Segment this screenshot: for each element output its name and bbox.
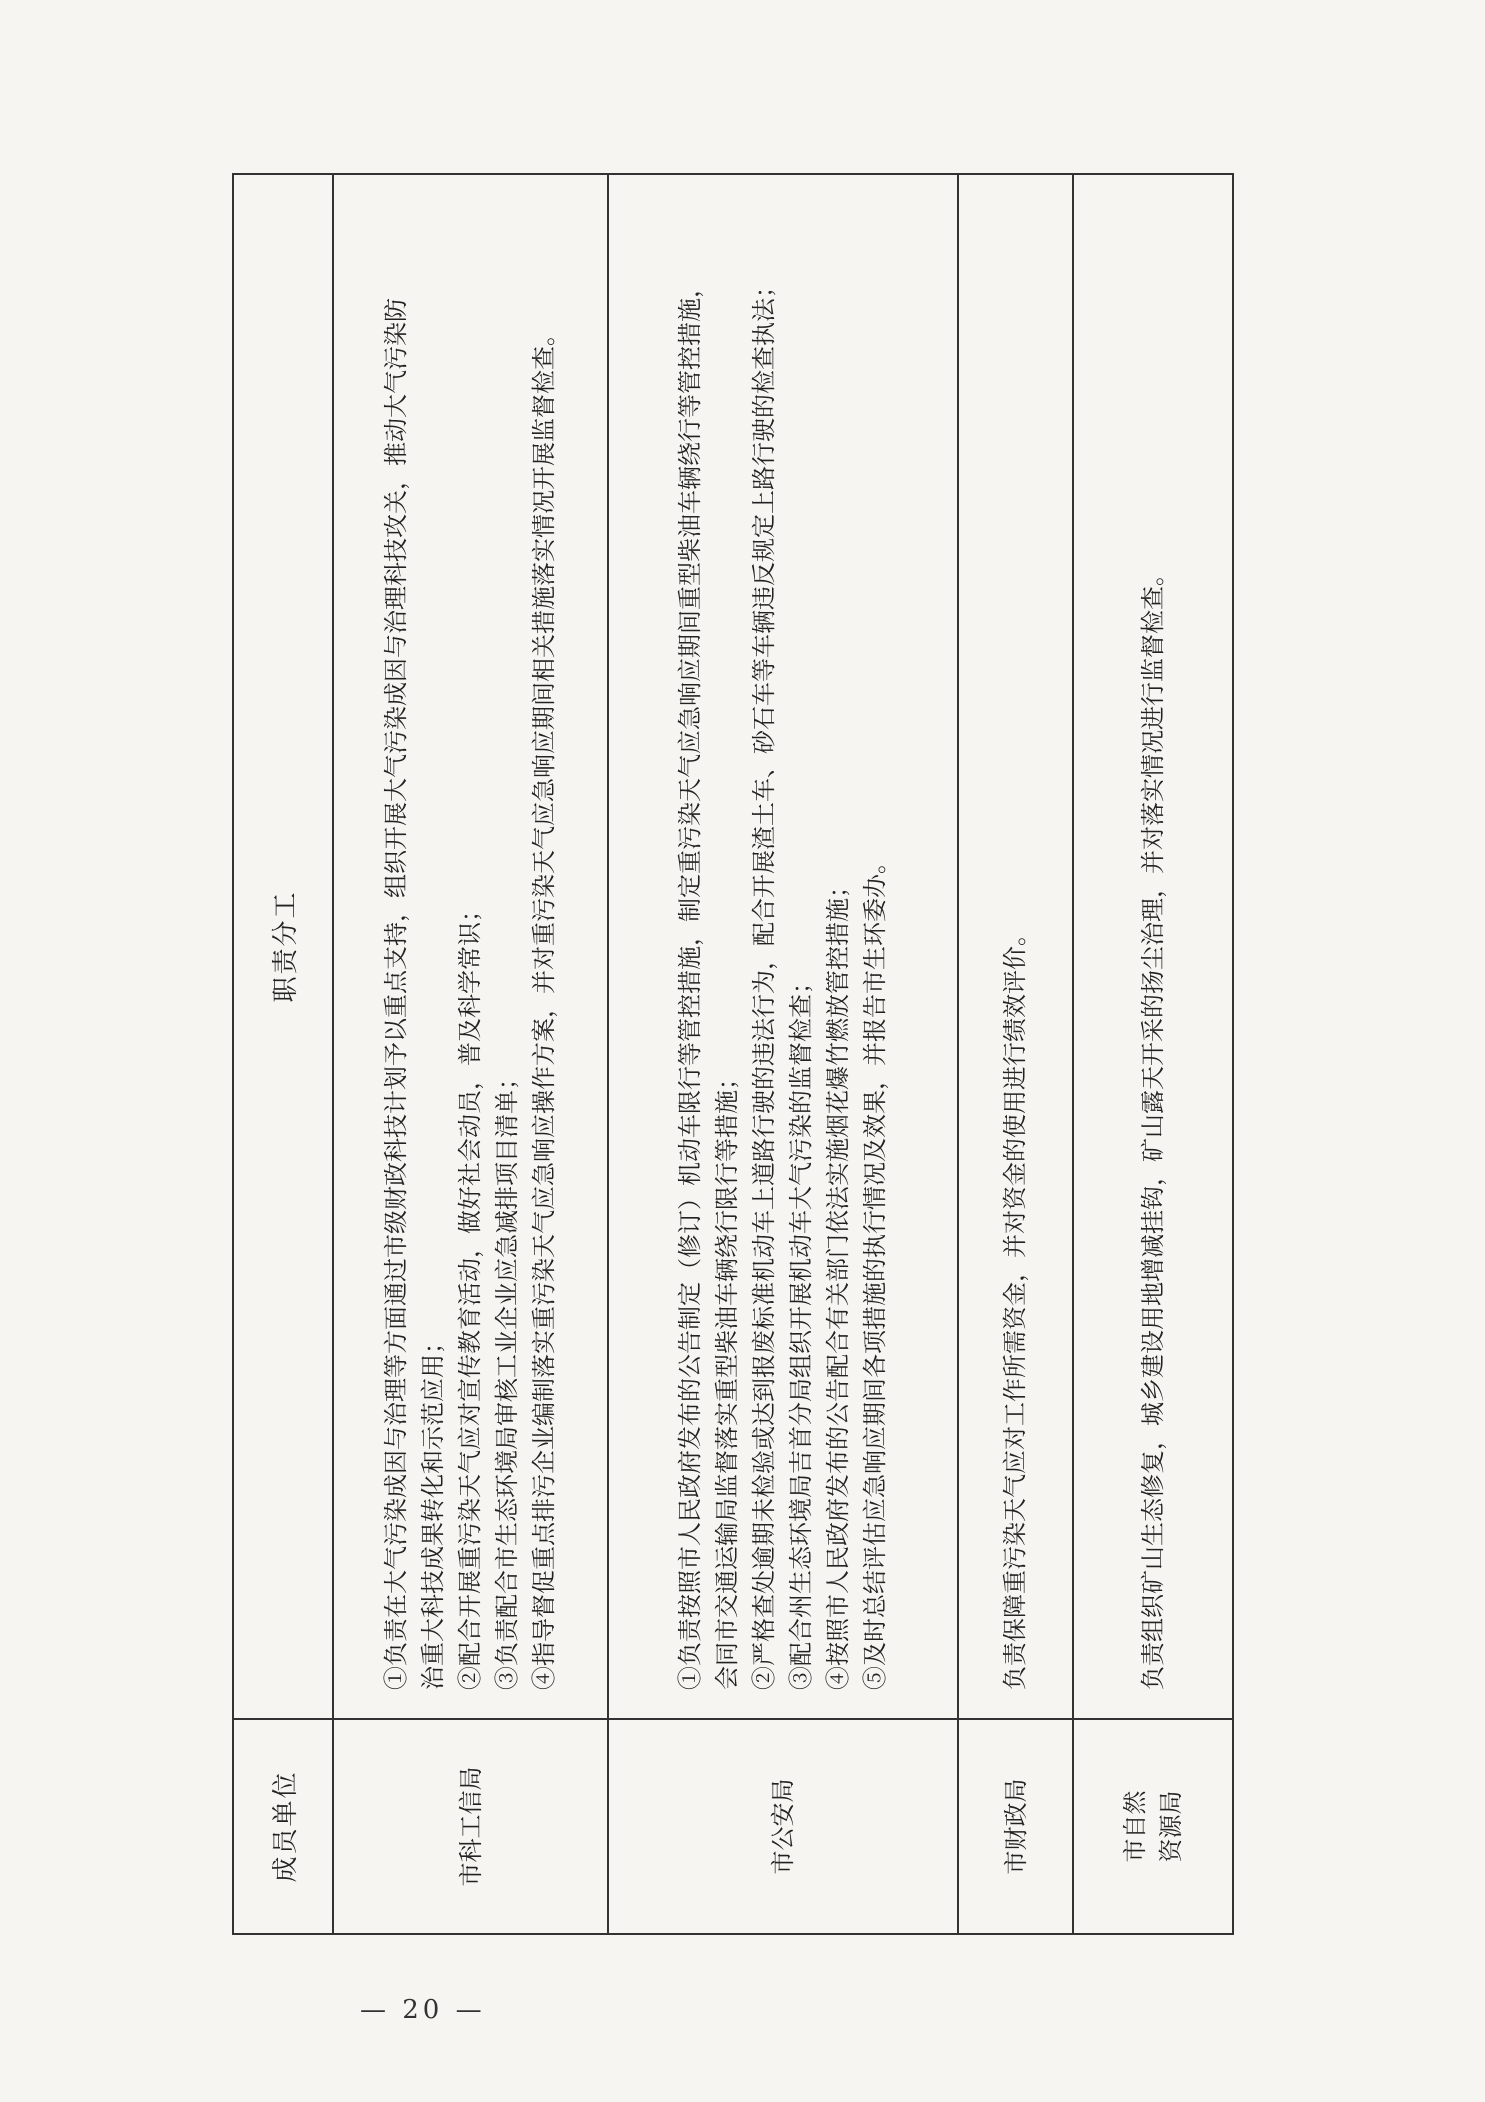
duty-cell (608, 174, 958, 1719)
duty-line: ⑤及时总结评估应急响应期间各项措施的执行情况及效果，并报告市生环委办。 (861, 850, 889, 1690)
table-row (1073, 174, 1233, 1934)
unit-line: 资源局 (1157, 1790, 1185, 1863)
duty-line: 会同市交通运输局监督落实重型柴油车辆绕行限行等措施； (713, 1066, 741, 1690)
unit-cell: 市科工信局 (333, 1719, 608, 1934)
duty-cell (333, 174, 608, 1719)
duty-line: ③负责配合市生态环境局审核工业企业应急减排项目清单； (493, 1066, 521, 1690)
duty-line: 治重大科技成果转化和示范应用； (419, 1330, 447, 1690)
duty-line: ①负责按照市人民政府发布的公告制定（修订）机动车限行等管控措施，制定重污染天气应急响应期间重型柴油车辆绕行等管控措施， (676, 274, 704, 1690)
duty-line: ④按照市人民政府发布的公告配合有关部门依法实施烟花爆竹燃放管控措施； (824, 874, 852, 1690)
table-row (958, 174, 1073, 1934)
header-unit: 成员单位 (233, 1719, 333, 1934)
rotated-table-container (232, 175, 1232, 1935)
unit-cell: 市公安局 (608, 1719, 958, 1934)
unit-cell (1073, 1719, 1233, 1934)
unit-line: 市自然 (1121, 1790, 1149, 1863)
duty-line: 负责保障重污染天气应对工作所需资金，并对资金的使用进行绩效评价。 (1001, 922, 1029, 1690)
table-row (608, 174, 958, 1934)
duty-table (232, 173, 1234, 1935)
duty-line: ③配合州生态环境局吉首分局组织开展机动车大气污染的监督检查； (787, 970, 815, 1690)
duty-line: ①负责在大气污染成因与治理等方面通过市级财政科技计划予以重点支持，组织开展大气污染成因与治理科技攻关，推动大气污染防 (382, 298, 410, 1690)
header-duty: 职责分工 (233, 174, 333, 1719)
duty-line: ②严格查处逾期未检验或达到报废标准机动车上道路行驶的违法行为，配合开展渣土车、砂石车等车辆违反规定上路行驶的检查执法； (750, 274, 778, 1690)
unit-cell: 市财政局 (958, 1719, 1073, 1934)
duty-line: 负责组织矿山生态修复，城乡建设用地增减挂钩，矿山露天开采的扬尘治理，并对落实情况进行监督检查。 (1138, 562, 1167, 1690)
table-row (333, 174, 608, 1934)
duty-line: ②配合开展重污染天气应对宣传教育活动，做好社会动员，普及科学常识； (456, 898, 484, 1690)
duty-cell (958, 174, 1073, 1719)
duty-line: ④指导督促重点排污企业编制落实重污染天气应急响应操作方案，并对重污染天气应急响应期间相关措施落实情况开展监督检查。 (530, 322, 558, 1690)
table-header-row (233, 174, 333, 1934)
page-number: — 20 — (360, 1995, 486, 2025)
duty-cell (1073, 174, 1233, 1719)
